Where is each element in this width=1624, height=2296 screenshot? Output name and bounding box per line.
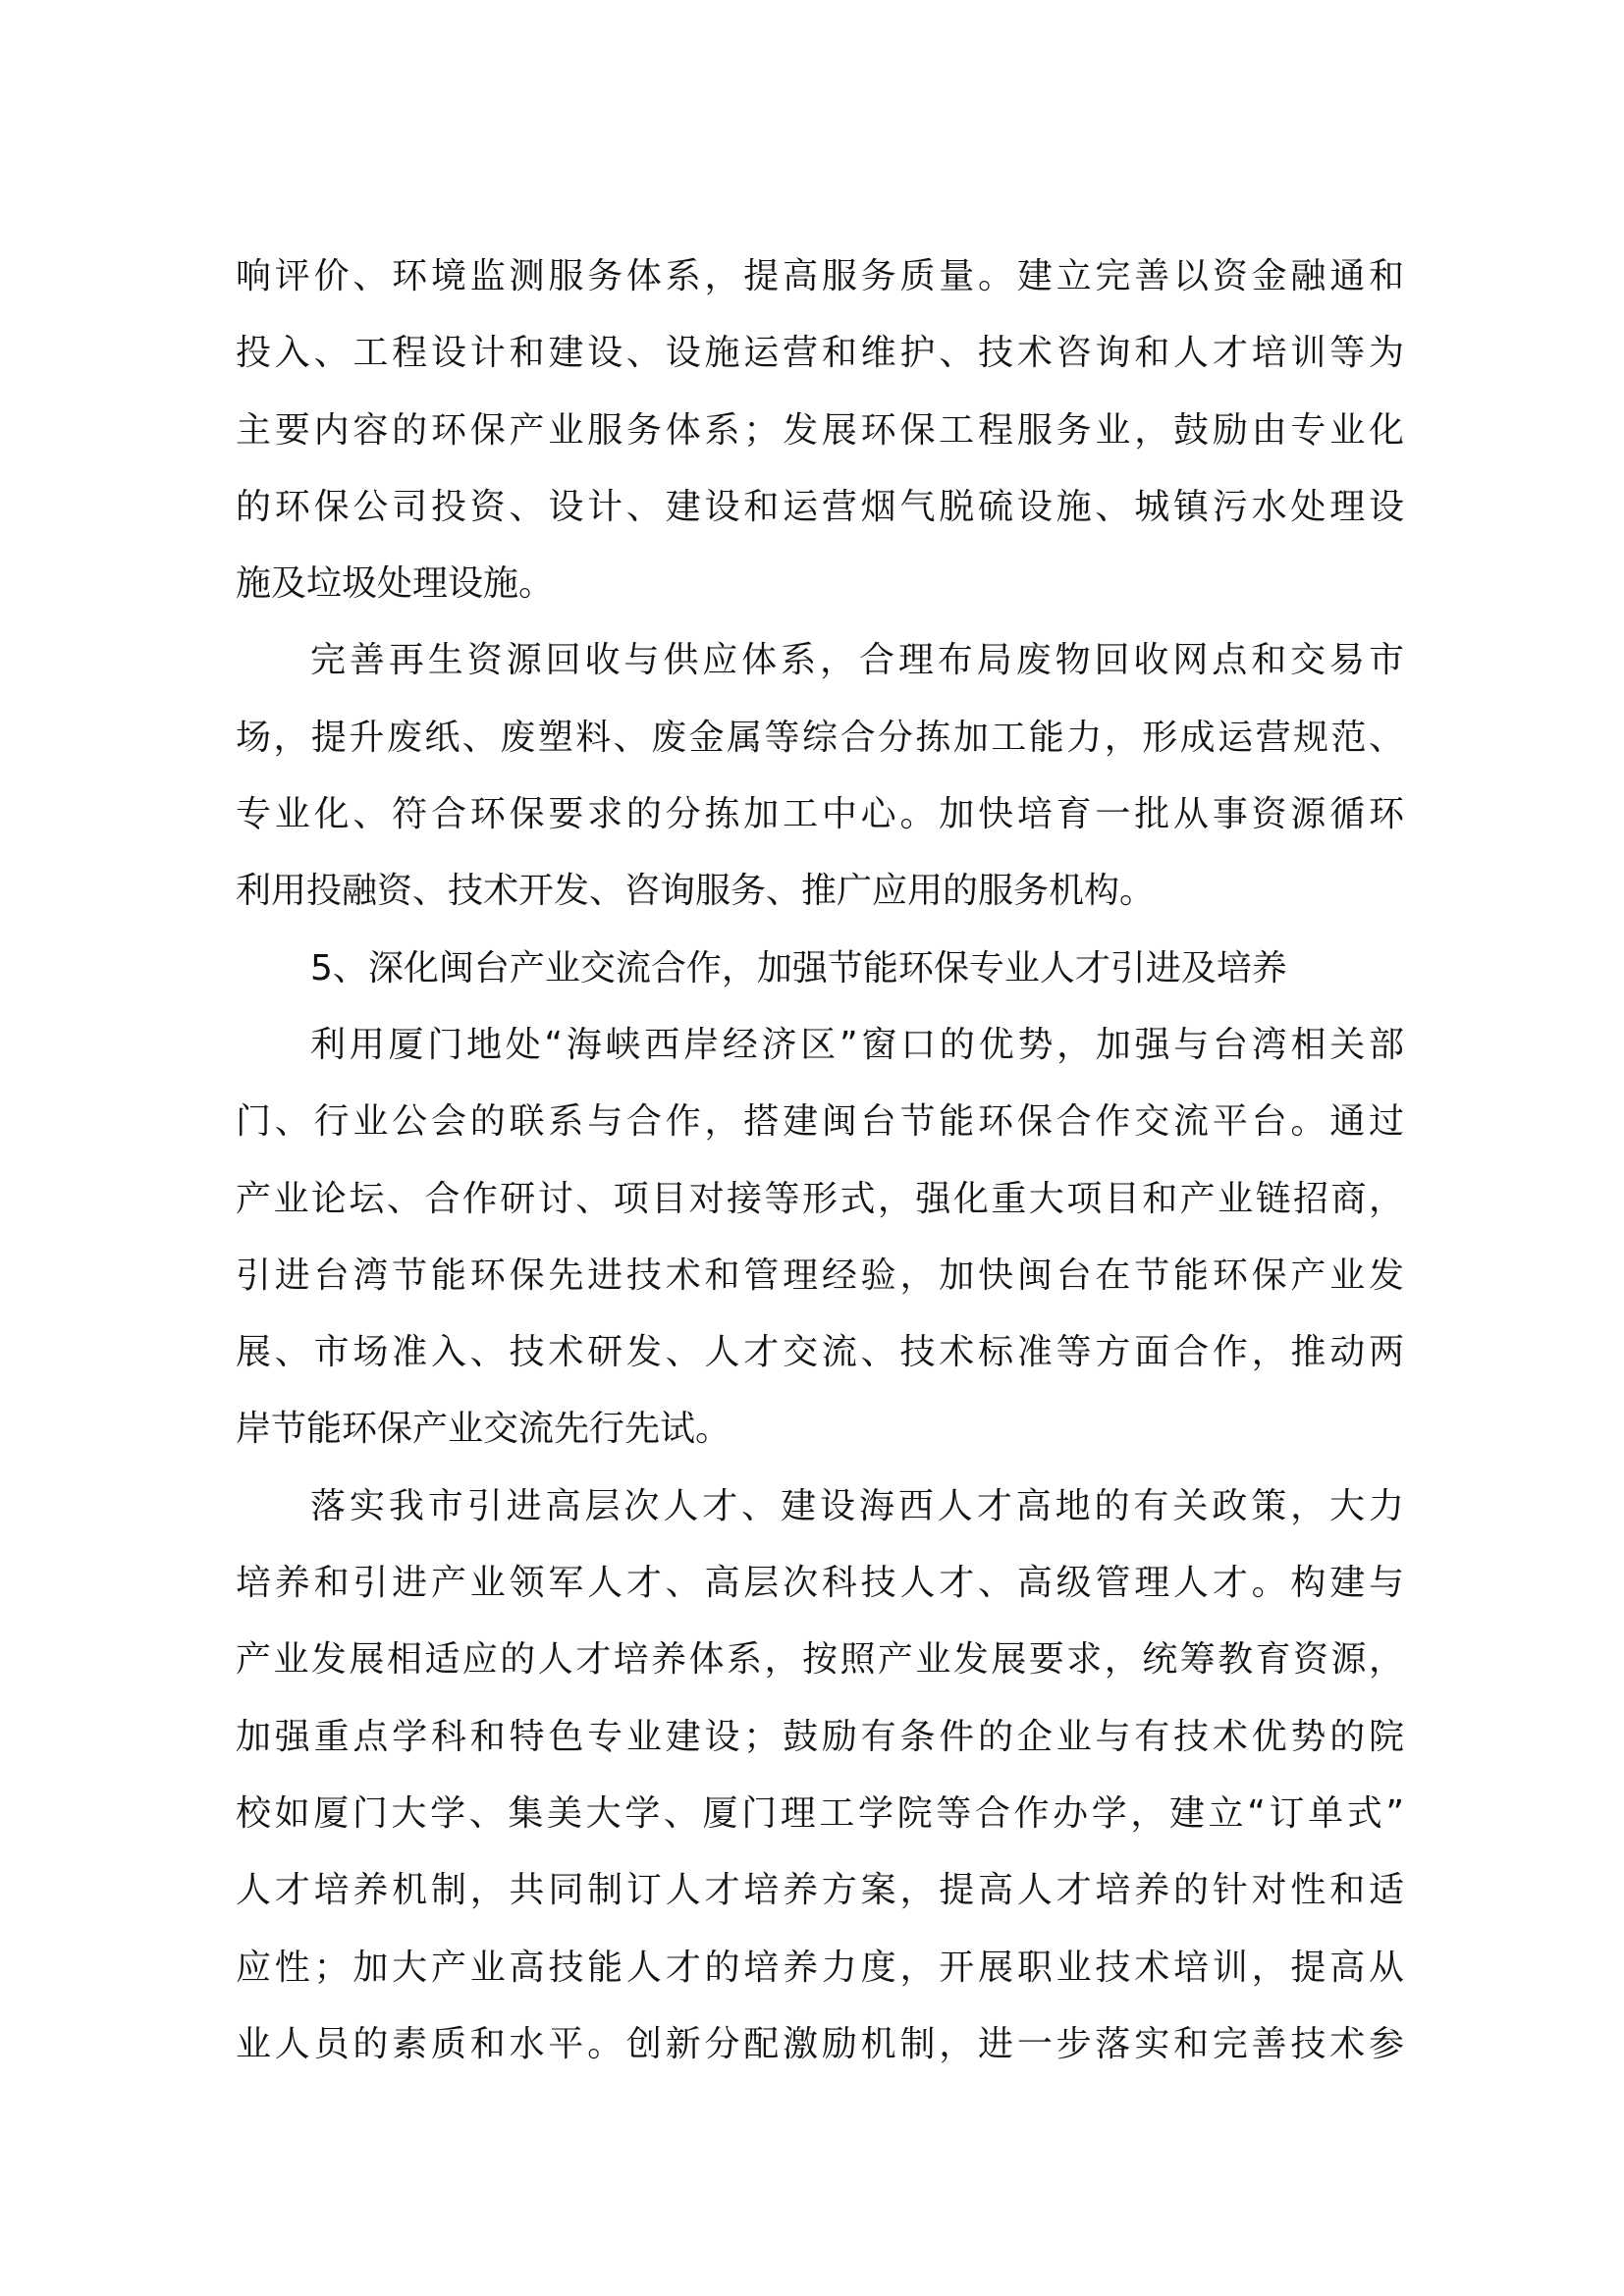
text-line: 专业化、符合环保要求的分拣加工中心。加快培育一批从事资源循环 bbox=[236, 794, 1404, 835]
text-line: 场，提升废纸、废塑料、废金属等综合分拣加工能力，形成运营规范、 bbox=[236, 717, 1404, 758]
text-line: 施及垃圾处理设施。 bbox=[236, 563, 555, 605]
text-line: 利用厦门地处“海峡西岸经济区”窗口的优势，加强与台湾相关部 bbox=[310, 1024, 1404, 1065]
text-line: 展、市场准入、技术研发、人才交流、技术标准等方面合作，推动两 bbox=[236, 1332, 1404, 1373]
text-line: 的环保公司投资、设计、建设和运营烟气脱硫设施、城镇污水处理设 bbox=[236, 486, 1404, 527]
text-line: 产业论坛、合作研讨、项目对接等形式，强化重大项目和产业链招商， bbox=[236, 1178, 1404, 1219]
text-line: 响评价、环境监测服务体系，提高服务质量。建立完善以资金融通和 bbox=[236, 256, 1404, 296]
text-line: 主要内容的环保产业服务体系；发展环保工程服务业，鼓励由专业化 bbox=[236, 409, 1404, 451]
text-line: 利用投融资、技术开发、咨询服务、推广应用的服务机构。 bbox=[236, 871, 1156, 912]
text-line: 校如厦门大学、集美大学、厦门理工学院等合作办学，建立“订单式” bbox=[236, 1792, 1404, 1834]
text-line: 业人员的素质和水平。创新分配激励机制，进一步落实和完善技术参 bbox=[236, 2023, 1404, 2064]
body-text bbox=[236, 239, 1404, 2083]
text-line: 落实我市引进高层次人才、建设海西人才高地的有关政策，大力 bbox=[310, 1485, 1404, 1526]
text-line: 产业发展相适应的人才培养体系，按照产业发展要求，统筹教育资源， bbox=[236, 1639, 1404, 1681]
text-line: 人才培养机制，共同制订人才培养方案，提高人才培养的针对性和适 bbox=[236, 1870, 1404, 1911]
text-line: 门、行业公会的联系与合作，搭建闽台节能环保合作交流平台。通过 bbox=[236, 1101, 1404, 1143]
text-line: 引进台湾节能环保先进技术和管理经验，加快闽台在节能环保产业发 bbox=[236, 1255, 1404, 1296]
text-line: 岸节能环保产业交流先行先试。 bbox=[236, 1409, 731, 1450]
text-line: 5、深化闽台产业交流合作，加强节能环保专业人才引进及培养 bbox=[310, 947, 1287, 988]
text-line: 加强重点学科和特色专业建设；鼓励有条件的企业与有技术优势的院 bbox=[236, 1716, 1404, 1757]
text-line: 完善再生资源回收与供应体系，合理布局废物回收网点和交易市 bbox=[310, 640, 1404, 681]
text-line: 应性；加大产业高技能人才的培养力度，开展职业技术培训，提高从 bbox=[236, 1947, 1404, 1988]
text-line: 培养和引进产业领军人才、高层次科技人才、高级管理人才。构建与 bbox=[236, 1563, 1404, 1604]
text-line: 投入、工程设计和建设、设施运营和维护、技术咨询和人才培训等为 bbox=[236, 333, 1404, 374]
